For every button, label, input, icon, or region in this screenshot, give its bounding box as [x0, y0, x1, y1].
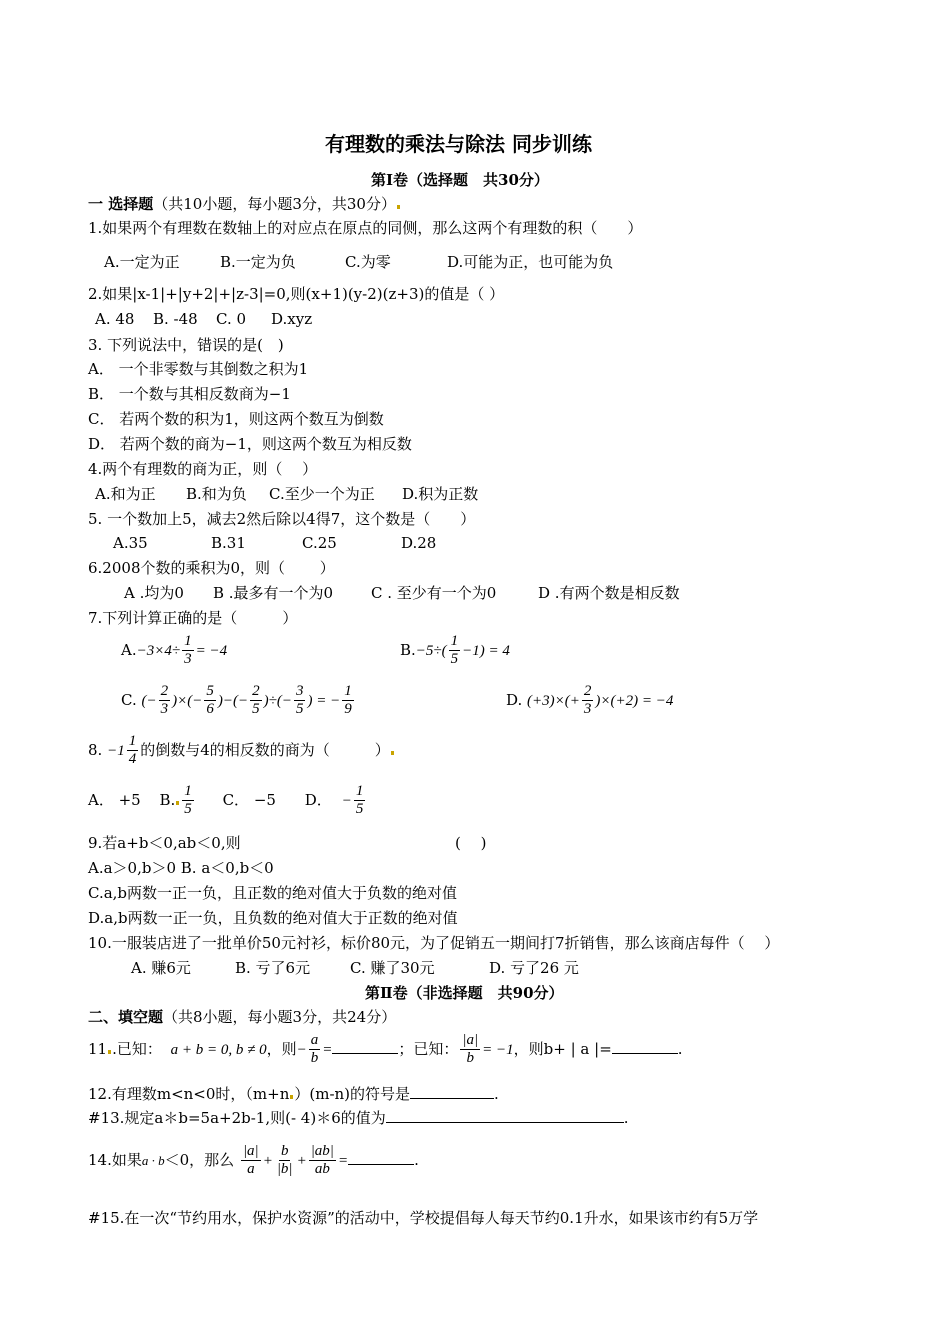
fraction-numerator: |a| — [460, 1032, 480, 1050]
q1-option-c: C.为零 — [345, 253, 391, 271]
marker-dot — [108, 1050, 111, 1054]
q12-answer-blank[interactable] — [410, 1098, 494, 1099]
q2-option-c: C. 0 — [216, 310, 247, 328]
fraction-numerator: 1 — [182, 633, 194, 651]
part2-heading: 第Ⅱ卷（非选择题 共90分） — [365, 984, 564, 1002]
q14-mid: ＜0，那么 — [164, 1150, 235, 1169]
fraction — [294, 683, 306, 719]
plus-sign: + — [262, 1152, 273, 1169]
q11: 11 .已知： a + b = 0, b ≠ 0，则− $\frac{a}{b}$ = ；已知： $\frac{|a|}{b}$ = −1，则b+ | a |= . — [88, 1032, 683, 1067]
fraction — [342, 683, 354, 719]
fraction-numerator: a — [309, 1032, 321, 1050]
fraction-denominator: 5 — [184, 801, 192, 818]
fraction-denominator: 5 — [355, 801, 364, 818]
section2-label: 二、填空题 — [88, 1008, 164, 1026]
fraction-numerator: 1 — [342, 683, 354, 701]
q11-condition: a + b = 0, b ≠ 0 — [170, 1041, 267, 1058]
section1-info: （共10小题，每小题3分，共30分） — [153, 195, 396, 213]
q9-option-c: C.a,b两数一正一负，且正数的绝对值大于负数的绝对值 — [88, 884, 458, 902]
q2-option-d: D.xyz — [271, 310, 313, 328]
q3-option-a: A． 一个非零数与其倒数之积为1 — [88, 360, 309, 378]
q6-option-d: D .有两个数是相反数 — [538, 584, 680, 602]
fraction-denominator: b — [466, 1050, 475, 1067]
fraction — [241, 1143, 261, 1179]
fraction — [275, 1143, 295, 1179]
fraction — [309, 1032, 321, 1068]
section2-heading — [88, 1010, 396, 1025]
q8-option-b: B. — [159, 790, 176, 809]
fraction-denominator: a — [247, 1161, 255, 1178]
expr-part: )−(− — [217, 692, 249, 709]
q8-options — [88, 783, 367, 819]
q3-option-d: D． 若两个数的商为−1，则这两个数互为相反数 — [88, 435, 412, 453]
q7-b-right: −1) = 4 — [462, 642, 510, 659]
q14 — [88, 1143, 419, 1179]
q13-answer-blank[interactable] — [386, 1122, 624, 1123]
q11-pre: .已知： — [112, 1039, 162, 1058]
marker-dot — [290, 1095, 293, 1099]
q13-text: #13.规定a＊b=5a+2b-1,则(- 4)＊6的值为 — [88, 1109, 386, 1127]
q2-option-a: A. 48 — [95, 310, 135, 328]
fraction-numerator: 5 — [204, 683, 216, 701]
q3-stem: 3. 下列说法中，错误的是( ) — [88, 336, 284, 354]
q15-stem: #15.在一次“节约用水，保护水资源”的活动中，学校提倡每人每天节约0.1升水，如果该市约有5万学 — [88, 1209, 759, 1227]
q6-option-b: B .最多有一个为0 — [213, 584, 334, 602]
q7-stem: 7.下列计算正确的是（ ） — [88, 609, 298, 627]
q7-a-label: A. — [121, 640, 137, 659]
q10-option-d: D. 亏了26 元 — [489, 959, 579, 977]
q11-eq: = — [322, 1041, 333, 1058]
q10-stem: 10.一服装店进了一批单价50元衬衫，标价80元，为了促销五一期间打7折销售，那么该商店每件（ ） — [88, 934, 780, 952]
q1-stem: 1.如果两个有理数在数轴上的对应点在原点的同侧，那么这两个有理数的积（ ） — [88, 219, 643, 237]
fraction-denominator: b — [310, 1050, 319, 1067]
q6-option-a: A .均为0 — [124, 584, 184, 602]
q7-a-right: = −4 — [195, 642, 228, 659]
fraction-numerator: 2 — [582, 683, 594, 701]
q5-option-c: C.25 — [302, 534, 337, 552]
q5-option-a: A.35 — [113, 534, 148, 552]
fraction — [582, 683, 594, 719]
fraction-denominator: 5 — [295, 701, 304, 718]
q11-answer-blank-2[interactable] — [612, 1053, 678, 1054]
fraction-denominator: 3 — [160, 701, 169, 718]
q14-end: . — [414, 1150, 419, 1169]
q5-option-b: B.31 — [211, 534, 246, 552]
fraction-numerator: 3 — [294, 683, 306, 701]
q9-option-d: D.a,b两数一正一负，且负数的绝对值大于正数的绝对值 — [88, 909, 458, 927]
section1-heading — [88, 197, 401, 212]
fraction — [309, 1143, 336, 1179]
q11-mid: ，则 — [266, 1039, 297, 1058]
expr-part: (+3)×(+ — [527, 692, 580, 709]
q11-sep: ；已知： — [398, 1039, 459, 1058]
q2-stem: 2.如果|x-1|+|y+2|+|z-3|=0,则(x+1)(y-2)(z+3)的值是（ ） — [88, 285, 505, 303]
fraction — [127, 733, 139, 769]
fraction-denominator: 3 — [583, 701, 592, 718]
expr-part: )÷(− — [263, 692, 292, 709]
fraction-denominator: ab — [314, 1161, 330, 1178]
q8-d-lead: − — [341, 792, 352, 809]
fraction-denominator: |b| — [276, 1161, 293, 1178]
q9-stem: 9.若a+b＜0,ab＜0,则 — [88, 834, 241, 852]
q10-option-c: C. 赚了30元 — [350, 959, 435, 977]
q7-option-b — [400, 633, 510, 669]
q4-option-c: C.至少一个为正 — [269, 485, 375, 503]
fraction-denominator: 5 — [252, 701, 260, 718]
fraction-numerator: 1 — [182, 783, 194, 801]
q4-option-a: A.和为正 — [95, 485, 156, 503]
q7-option-c — [121, 683, 356, 719]
q12: 12.有理数m<n<0时，（m+n ）(m-n)的符号是 . — [88, 1085, 499, 1103]
expr-part: )×(+2) = −4 — [595, 692, 674, 709]
q6-stem: 6.2008个数的乘积为0，则（ ） — [88, 559, 335, 577]
q9-answer-paren: ( ) — [455, 834, 487, 852]
fraction-denominator: 4 — [128, 751, 137, 768]
q14-answer-blank[interactable] — [348, 1164, 414, 1165]
q13-end: . — [623, 1109, 629, 1127]
q1-option-a: A.一定为正 — [104, 253, 180, 271]
fraction — [250, 683, 262, 719]
q8-lead: −1 — [107, 742, 125, 759]
q14-pre: 14.如果 — [88, 1150, 142, 1169]
fraction-numerator: |a| — [241, 1143, 261, 1161]
q11-number: 11 — [88, 1039, 108, 1058]
q12-text2: ）(m-n)的符号是 — [294, 1085, 411, 1103]
fraction-numerator: b — [279, 1143, 291, 1161]
marker-dot — [176, 801, 179, 805]
q7-option-d — [506, 683, 673, 719]
q13 — [88, 1111, 629, 1126]
q11-neg: − — [296, 1041, 307, 1058]
section1-label: 一 选择题 — [88, 195, 154, 213]
fraction — [182, 633, 194, 669]
q1-option-d: D.可能为正，也可能为负 — [447, 253, 614, 271]
q7-b-label: B. — [400, 640, 416, 659]
q11-tail: ，则b+ | a |= — [513, 1039, 612, 1058]
fraction-denominator: 6 — [206, 701, 214, 718]
q8-option-d: D． — [304, 790, 332, 809]
q14-condition: a · b — [141, 1152, 165, 1168]
expr-part: ) = − — [307, 692, 341, 709]
q4-option-b: B.和为负 — [186, 485, 247, 503]
q7-option-a — [121, 633, 227, 669]
q7-a-left: −3×4÷ — [136, 642, 181, 659]
fraction — [460, 1032, 480, 1068]
q5-stem: 5. 一个数加上5，减去2然后除以4得7，这个数是（ ） — [88, 510, 476, 528]
fraction-denominator: 9 — [344, 701, 352, 718]
q6-option-c: C . 至少有一个为0 — [371, 584, 497, 602]
q10-option-b: B. 亏了6元 — [235, 959, 311, 977]
q3-option-c: C． 若两个数的积为1，则这两个数互为倒数 — [88, 410, 384, 428]
q5-option-d: D.28 — [401, 534, 437, 552]
fraction-numerator: 1 — [354, 783, 366, 801]
q8-option-c: C． −5 — [222, 790, 276, 809]
q7-b-left: −5÷( — [415, 642, 447, 659]
q7-d-label: D. — [506, 690, 523, 709]
q8-number: 8. — [88, 740, 103, 759]
q8-text: 的倒数与4的相反数的商为（ ） — [140, 740, 390, 759]
q10-option-a: A. 赚6元 — [131, 959, 191, 977]
q11-answer-blank-1[interactable] — [332, 1053, 398, 1054]
fraction-numerator: 1 — [127, 733, 139, 751]
fraction — [159, 683, 171, 719]
fraction-numerator: 2 — [159, 683, 171, 701]
fraction — [354, 783, 366, 819]
q12-text: 12.有理数m<n<0时，（m+n — [88, 1085, 290, 1103]
q4-stem: 4.两个有理数的商为正，则（ ） — [88, 460, 318, 478]
marker-dot — [391, 751, 394, 755]
equals-sign: = — [337, 1152, 349, 1169]
marker-dot — [397, 205, 400, 209]
q8-stem — [88, 733, 395, 769]
expr-part: (− — [141, 692, 157, 709]
plus-sign: + — [296, 1152, 307, 1169]
fraction-numerator: 2 — [250, 683, 262, 701]
fraction-numerator: |ab| — [309, 1143, 336, 1161]
fraction — [449, 633, 461, 669]
q11-eq2: = −1 — [482, 1041, 514, 1058]
fraction-numerator: 1 — [449, 633, 461, 651]
expr-part: )×(− — [172, 692, 203, 709]
fraction — [204, 683, 216, 719]
q7-c-label: C. — [121, 690, 137, 709]
page-title: 有理数的乘法与除法 同步训练 — [325, 132, 592, 156]
q8-option-a: A． +5 — [88, 790, 141, 809]
q9-option-ab: A.a＞0,b＞0 B. a＜0,b＜0 — [88, 859, 274, 877]
q2-option-b: B. -48 — [153, 310, 198, 328]
q4-option-d: D.积为正数 — [402, 485, 479, 503]
fraction-denominator: 3 — [184, 651, 192, 668]
q3-option-b: B． 一个数与其相反数商为−1 — [88, 385, 291, 403]
q1-option-b: B.一定为负 — [220, 253, 296, 271]
part1-heading: 第Ⅰ卷（选择题 共30分） — [371, 171, 549, 189]
section2-info: （共8小题，每小题3分，共24分） — [163, 1008, 397, 1026]
fraction — [182, 783, 194, 819]
fraction-denominator: 5 — [450, 651, 459, 668]
